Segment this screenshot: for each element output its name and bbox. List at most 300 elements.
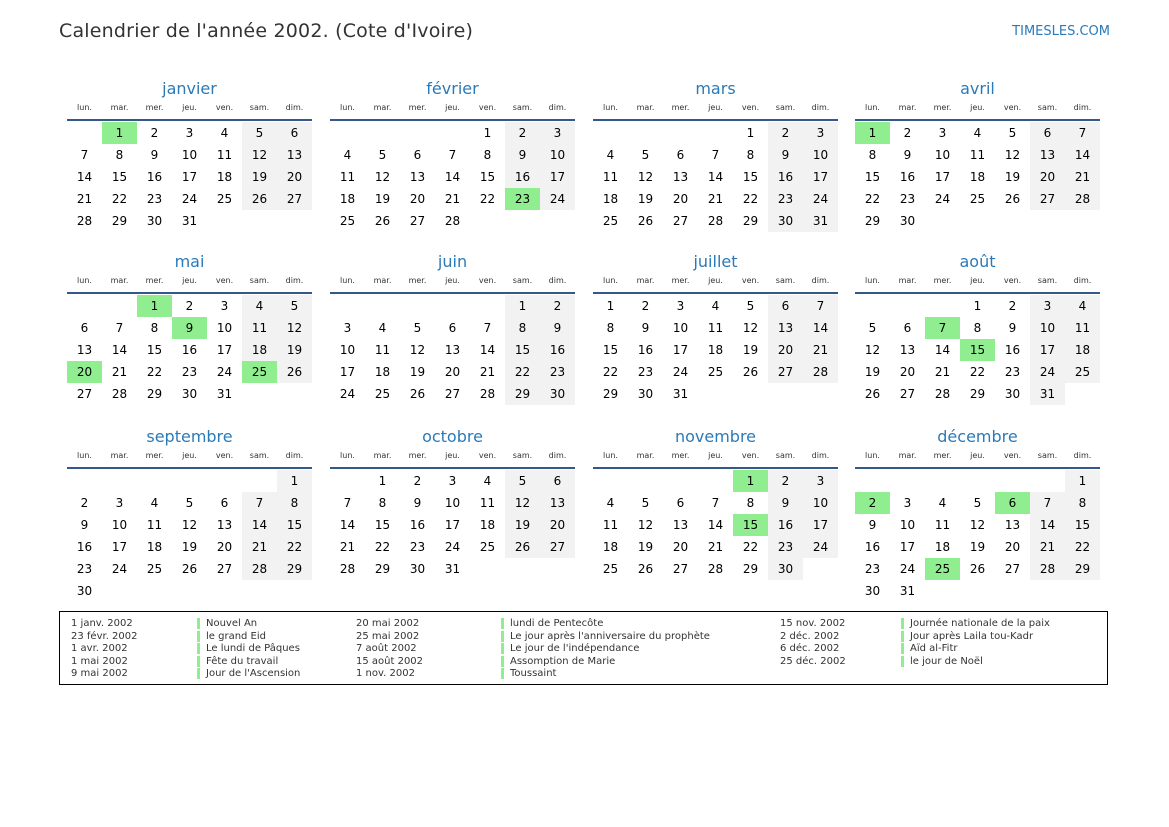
weekday-header: mar. <box>373 276 392 285</box>
day-cell: 19 <box>637 540 654 554</box>
weekday-header: mer. <box>933 276 952 285</box>
month-rule <box>67 119 312 121</box>
day-cell: 17 <box>444 518 461 532</box>
day-cell: 14 <box>479 343 496 357</box>
day-cell: 18 <box>374 365 391 379</box>
day-cell: 16 <box>768 514 803 536</box>
day-cell: 30 <box>76 584 93 598</box>
day-cell: 22 <box>146 365 163 379</box>
day-cell: 27 <box>540 536 575 558</box>
weekday-header: mar. <box>636 451 655 460</box>
legend-date: 25 déc. 2002 <box>780 655 846 667</box>
day-cell: 5 <box>868 321 877 335</box>
day-cell: 9 <box>80 518 89 532</box>
day-cell: 8 <box>606 321 615 335</box>
day-cell: 23 <box>146 192 163 206</box>
day-cell: 26 <box>637 214 654 228</box>
day-cell: 2 <box>768 470 803 492</box>
day-cell: 5 <box>413 321 422 335</box>
day-cell: 25 <box>339 214 356 228</box>
day-cell: 8 <box>483 148 492 162</box>
day-cell: 5 <box>378 148 387 162</box>
day-cell: 18 <box>146 540 163 554</box>
day-cell: 11 <box>1065 317 1100 339</box>
weekday-header: dim. <box>548 103 567 112</box>
day-cell: 5 <box>1008 126 1017 140</box>
day-cell: 22 <box>742 192 759 206</box>
day-cell: 26 <box>409 387 426 401</box>
weekday-header: sam. <box>775 103 796 112</box>
day-cell: 10 <box>899 518 916 532</box>
day-cell: 28 <box>1065 188 1100 210</box>
day-cell: 16 <box>181 343 198 357</box>
day-cell: 30 <box>409 562 426 576</box>
day-cell: 14 <box>339 518 356 532</box>
day-cell: 22 <box>277 536 312 558</box>
day-cell: 29 <box>146 387 163 401</box>
day-cell: 11 <box>707 321 724 335</box>
legend-date: 9 mai 2002 <box>71 668 128 679</box>
day-cell: 1 <box>1065 470 1100 492</box>
day-cell: 23 <box>637 365 654 379</box>
day-cell: 12 <box>409 343 426 357</box>
day-cell: 6 <box>676 148 685 162</box>
day-cell: 10 <box>444 496 461 510</box>
page-title: Calendrier de l'année 2002. (Cote d'Ivoire) <box>59 20 474 42</box>
day-cell: 27 <box>444 387 461 401</box>
day-cell: 20 <box>277 166 312 188</box>
holiday-day-cell: 1 <box>855 122 890 144</box>
month-rule <box>593 119 838 121</box>
day-cell: 31 <box>1030 383 1065 405</box>
day-cell: 28 <box>1030 558 1065 580</box>
day-cell: 12 <box>1004 148 1021 162</box>
weekday-header: mer. <box>671 103 690 112</box>
weekday-header: mer. <box>933 103 952 112</box>
day-cell: 21 <box>1065 166 1100 188</box>
weekday-header: lun. <box>340 103 355 112</box>
weekday-header: jeu. <box>970 103 985 112</box>
legend-holiday-name: le jour de Noël <box>901 656 983 667</box>
day-cell: 12 <box>742 321 759 335</box>
weekday-header: jeu. <box>708 451 723 460</box>
day-cell: 24 <box>1030 361 1065 383</box>
legend-date: 1 nov. 2002 <box>356 668 415 679</box>
weekday-header: lun. <box>865 451 880 460</box>
weekday-header: ven. <box>1003 276 1022 285</box>
day-cell: 9 <box>413 496 422 510</box>
day-cell: 5 <box>277 295 312 317</box>
day-cell: 13 <box>540 492 575 514</box>
weekday-header: sam. <box>512 276 533 285</box>
day-cell: 9 <box>903 148 912 162</box>
weekday-header: dim. <box>285 103 304 112</box>
day-cell: 2 <box>413 474 422 488</box>
day-cell: 14 <box>1065 144 1100 166</box>
day-cell: 21 <box>1030 536 1065 558</box>
day-cell: 13 <box>444 343 461 357</box>
day-cell: 6 <box>676 496 685 510</box>
day-cell: 10 <box>672 321 689 335</box>
day-cell: 27 <box>768 361 803 383</box>
weekday-header: ven. <box>741 276 760 285</box>
day-cell: 9 <box>768 492 803 514</box>
day-cell: 4 <box>483 474 492 488</box>
day-cell: 29 <box>111 214 128 228</box>
day-cell: 13 <box>409 170 426 184</box>
day-cell: 25 <box>146 562 163 576</box>
day-cell: 15 <box>1065 514 1100 536</box>
day-cell: 28 <box>76 214 93 228</box>
weekday-header: mar. <box>636 103 655 112</box>
day-cell: 2 <box>150 126 159 140</box>
month-name: janvier <box>162 79 217 98</box>
day-cell: 3 <box>676 299 685 313</box>
day-cell: 3 <box>803 122 838 144</box>
day-cell: 29 <box>602 387 619 401</box>
day-cell: 13 <box>1004 518 1021 532</box>
day-cell: 25 <box>602 562 619 576</box>
day-cell: 19 <box>637 192 654 206</box>
day-cell: 18 <box>479 518 496 532</box>
weekday-header: jeu. <box>182 451 197 460</box>
day-cell: 11 <box>602 170 619 184</box>
day-cell: 30 <box>181 387 198 401</box>
day-cell: 24 <box>672 365 689 379</box>
day-cell: 26 <box>505 536 540 558</box>
day-cell: 29 <box>742 214 759 228</box>
day-cell: 4 <box>938 496 947 510</box>
month-rule <box>330 119 575 121</box>
weekday-header: dim. <box>811 103 830 112</box>
legend-date: 7 août 2002 <box>356 643 417 654</box>
day-cell: 27 <box>672 214 689 228</box>
weekday-header: ven. <box>1003 103 1022 112</box>
month-rule <box>855 467 1100 469</box>
site-link[interactable]: TIMESLES.COM <box>1012 24 1110 39</box>
day-cell: 12 <box>242 144 277 166</box>
weekday-header: jeu. <box>708 276 723 285</box>
day-cell: 12 <box>374 170 391 184</box>
day-cell: 14 <box>934 343 951 357</box>
legend-date: 23 févr. 2002 <box>71 630 138 642</box>
day-cell: 31 <box>899 584 916 598</box>
day-cell: 2 <box>641 299 650 313</box>
day-cell: 2 <box>540 295 575 317</box>
day-cell: 17 <box>111 540 128 554</box>
day-cell: 23 <box>540 361 575 383</box>
weekday-header: mer. <box>145 276 164 285</box>
day-cell: 6 <box>413 148 422 162</box>
holiday-day-cell: 20 <box>67 361 102 383</box>
day-cell: 5 <box>641 496 650 510</box>
day-cell: 13 <box>768 317 803 339</box>
weekday-header: sam. <box>512 103 533 112</box>
day-cell: 4 <box>606 148 615 162</box>
day-cell: 4 <box>242 295 277 317</box>
day-cell: 19 <box>864 365 881 379</box>
day-cell: 6 <box>277 122 312 144</box>
day-cell: 30 <box>637 387 654 401</box>
weekday-header: ven. <box>215 276 234 285</box>
day-cell: 17 <box>803 514 838 536</box>
day-cell: 12 <box>864 343 881 357</box>
day-cell: 12 <box>637 170 654 184</box>
day-cell: 15 <box>374 518 391 532</box>
weekday-header: jeu. <box>445 103 460 112</box>
weekday-header: lun. <box>865 276 880 285</box>
day-cell: 11 <box>339 170 356 184</box>
day-cell: 10 <box>934 148 951 162</box>
day-cell: 25 <box>602 214 619 228</box>
day-cell: 18 <box>602 540 619 554</box>
day-cell: 6 <box>768 295 803 317</box>
weekday-header: lun. <box>340 276 355 285</box>
day-cell: 19 <box>505 514 540 536</box>
day-cell: 29 <box>277 558 312 580</box>
weekday-header: jeu. <box>970 451 985 460</box>
month-name: février <box>426 79 479 98</box>
legend-holiday-name: Nouvel An <box>197 618 257 629</box>
day-cell: 24 <box>339 387 356 401</box>
day-cell: 9 <box>768 144 803 166</box>
day-cell: 13 <box>899 343 916 357</box>
holiday-day-cell: 25 <box>925 558 960 580</box>
day-cell: 16 <box>864 540 881 554</box>
day-cell: 22 <box>1065 536 1100 558</box>
day-cell: 19 <box>409 365 426 379</box>
day-cell: 23 <box>409 540 426 554</box>
day-cell: 8 <box>277 492 312 514</box>
day-cell: 19 <box>969 540 986 554</box>
day-cell: 3 <box>1030 295 1065 317</box>
weekday-header: sam. <box>1037 451 1058 460</box>
day-cell: 20 <box>1004 540 1021 554</box>
weekday-header: mer. <box>145 103 164 112</box>
day-cell: 27 <box>76 387 93 401</box>
weekday-header: sam. <box>775 276 796 285</box>
legend-date: 15 août 2002 <box>356 655 424 667</box>
day-cell: 7 <box>711 148 720 162</box>
day-cell: 13 <box>277 144 312 166</box>
day-cell: 11 <box>479 496 496 510</box>
day-cell: 13 <box>672 518 689 532</box>
legend-holiday-name: Assomption de Marie <box>501 656 615 667</box>
holiday-day-cell: 25 <box>242 361 277 383</box>
day-cell: 1 <box>277 470 312 492</box>
day-cell: 18 <box>707 343 724 357</box>
day-cell: 3 <box>803 470 838 492</box>
day-cell: 11 <box>934 518 951 532</box>
day-cell: 15 <box>277 514 312 536</box>
day-cell: 24 <box>111 562 128 576</box>
day-cell: 2 <box>903 126 912 140</box>
day-cell: 7 <box>1065 122 1100 144</box>
weekday-header: ven. <box>478 103 497 112</box>
weekday-header: sam. <box>1037 276 1058 285</box>
month-name: juin <box>437 252 468 271</box>
day-cell: 14 <box>76 170 93 184</box>
weekday-header: lun. <box>865 103 880 112</box>
weekday-header: ven. <box>1003 451 1022 460</box>
legend-holiday-name: Jour de l'Ascension <box>197 668 300 679</box>
day-cell: 7 <box>242 492 277 514</box>
weekday-header: mar. <box>110 276 129 285</box>
day-cell: 21 <box>111 365 128 379</box>
day-cell: 2 <box>505 122 540 144</box>
day-cell: 24 <box>803 536 838 558</box>
weekday-header: lun. <box>603 451 618 460</box>
day-cell: 7 <box>803 295 838 317</box>
weekday-header: mer. <box>671 451 690 460</box>
day-cell: 29 <box>969 387 986 401</box>
month-rule <box>593 292 838 294</box>
day-cell: 23 <box>76 562 93 576</box>
day-cell: 14 <box>242 514 277 536</box>
day-cell: 30 <box>540 383 575 405</box>
weekday-header: sam. <box>775 451 796 460</box>
day-cell: 19 <box>277 339 312 361</box>
day-cell: 6 <box>448 321 457 335</box>
day-cell: 19 <box>181 540 198 554</box>
day-cell: 18 <box>969 170 986 184</box>
weekday-header: lun. <box>603 276 618 285</box>
day-cell: 26 <box>1004 192 1021 206</box>
day-cell: 18 <box>216 170 233 184</box>
day-cell: 3 <box>220 299 229 313</box>
weekday-header: mar. <box>110 103 129 112</box>
day-cell: 23 <box>864 562 881 576</box>
day-cell: 5 <box>185 496 194 510</box>
day-cell: 1 <box>483 126 492 140</box>
weekday-header: mer. <box>933 451 952 460</box>
day-cell: 23 <box>181 365 198 379</box>
day-cell: 17 <box>672 343 689 357</box>
day-cell: 17 <box>540 166 575 188</box>
day-cell: 4 <box>711 299 720 313</box>
day-cell: 8 <box>378 496 387 510</box>
day-cell: 6 <box>1030 122 1065 144</box>
day-cell: 20 <box>1030 166 1065 188</box>
day-cell: 21 <box>242 536 277 558</box>
day-cell: 28 <box>242 558 277 580</box>
day-cell: 29 <box>505 383 540 405</box>
day-cell: 28 <box>803 361 838 383</box>
day-cell: 7 <box>1030 492 1065 514</box>
day-cell: 22 <box>505 361 540 383</box>
month-rule <box>330 292 575 294</box>
holiday-day-cell: 2 <box>855 492 890 514</box>
day-cell: 30 <box>1004 387 1021 401</box>
day-cell: 14 <box>803 317 838 339</box>
legend-holiday-name: lundi de Pentecôte <box>501 618 603 629</box>
day-cell: 5 <box>242 122 277 144</box>
day-cell: 21 <box>339 540 356 554</box>
day-cell: 9 <box>150 148 159 162</box>
day-cell: 25 <box>479 540 496 554</box>
day-cell: 22 <box>374 540 391 554</box>
day-cell: 28 <box>934 387 951 401</box>
day-cell: 1 <box>606 299 615 313</box>
day-cell: 31 <box>672 387 689 401</box>
day-cell: 13 <box>672 170 689 184</box>
day-cell: 26 <box>969 562 986 576</box>
day-cell: 3 <box>115 496 124 510</box>
weekday-header: mar. <box>110 451 129 460</box>
day-cell: 13 <box>216 518 233 532</box>
day-cell: 25 <box>216 192 233 206</box>
day-cell: 12 <box>969 518 986 532</box>
month-name: juillet <box>693 252 738 271</box>
day-cell: 18 <box>1065 339 1100 361</box>
day-cell: 8 <box>868 148 877 162</box>
day-cell: 1 <box>378 474 387 488</box>
weekday-header: lun. <box>77 276 92 285</box>
day-cell: 8 <box>150 321 159 335</box>
day-cell: 21 <box>479 365 496 379</box>
weekday-header: mar. <box>898 103 917 112</box>
legend-date: 25 mai 2002 <box>356 630 420 642</box>
weekday-header: jeu. <box>970 276 985 285</box>
holiday-day-cell: 1 <box>137 295 172 317</box>
day-cell: 11 <box>969 148 986 162</box>
day-cell: 31 <box>181 214 198 228</box>
weekday-header: dim. <box>285 451 304 460</box>
legend-date: 1 mai 2002 <box>71 655 128 667</box>
day-cell: 2 <box>768 122 803 144</box>
day-cell: 10 <box>803 144 838 166</box>
weekday-header: jeu. <box>445 451 460 460</box>
day-cell: 17 <box>181 170 198 184</box>
holiday-day-cell: 15 <box>733 514 768 536</box>
day-cell: 29 <box>1065 558 1100 580</box>
day-cell: 8 <box>505 317 540 339</box>
month-rule <box>330 467 575 469</box>
day-cell: 16 <box>505 166 540 188</box>
day-cell: 23 <box>1004 365 1021 379</box>
month-name: octobre <box>422 427 483 446</box>
day-cell: 18 <box>339 192 356 206</box>
day-cell: 21 <box>76 192 93 206</box>
day-cell: 20 <box>409 192 426 206</box>
day-cell: 28 <box>479 387 496 401</box>
day-cell: 8 <box>115 148 124 162</box>
legend-holiday-name: Le jour après l'anniversaire du prophète <box>501 631 710 642</box>
weekday-header: mar. <box>373 103 392 112</box>
day-cell: 9 <box>868 518 877 532</box>
day-cell: 12 <box>637 518 654 532</box>
day-cell: 31 <box>444 562 461 576</box>
legend-date: 1 janv. 2002 <box>71 618 133 629</box>
legend-date: 2 déc. 2002 <box>780 630 840 642</box>
day-cell: 21 <box>444 192 461 206</box>
day-cell: 29 <box>374 562 391 576</box>
day-cell: 2 <box>80 496 89 510</box>
weekday-header: ven. <box>478 451 497 460</box>
day-cell: 6 <box>903 321 912 335</box>
day-cell: 17 <box>803 166 838 188</box>
day-cell: 17 <box>339 365 356 379</box>
day-cell: 11 <box>216 148 233 162</box>
month-rule <box>855 119 1100 121</box>
day-cell: 26 <box>864 387 881 401</box>
weekday-header: mer. <box>408 103 427 112</box>
day-cell: 19 <box>374 192 391 206</box>
day-cell: 24 <box>934 192 951 206</box>
weekday-header: ven. <box>215 103 234 112</box>
day-cell: 26 <box>742 365 759 379</box>
weekday-header: lun. <box>77 103 92 112</box>
